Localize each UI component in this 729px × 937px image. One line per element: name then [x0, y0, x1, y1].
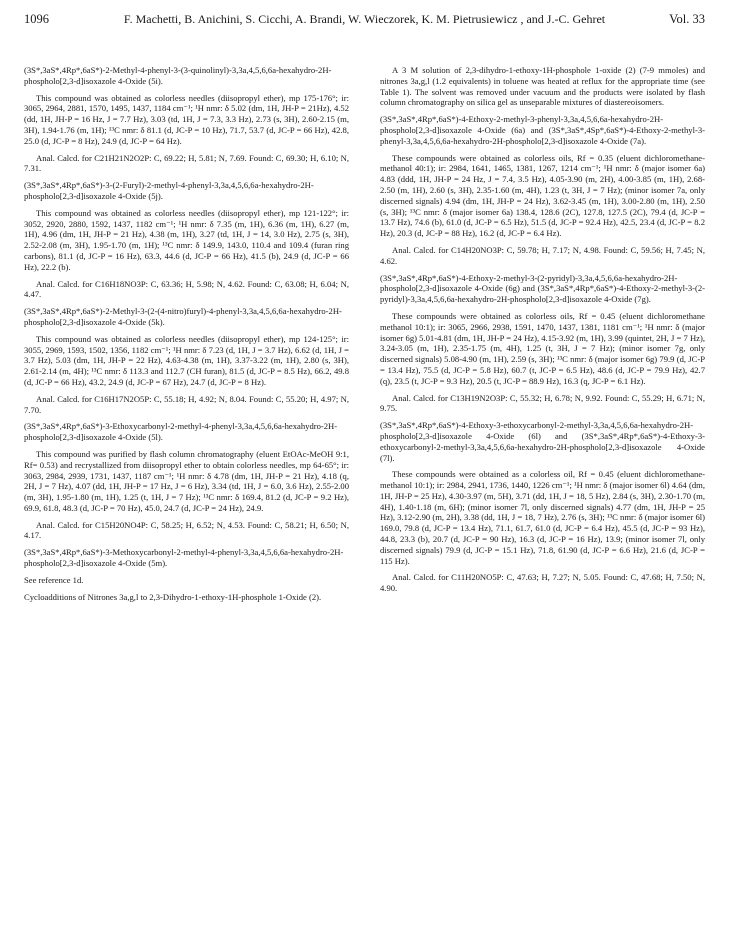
left-paragraph-title: (3S*,3aS*,4Rp*,6aS*)-3-Methoxycarbonyl-2-methyl-4-phenyl-3,3a,4,5,6,6a-hexahydro-2H-phospholo[2,3-d]isoxazole 4-Oxide (5m). [24, 547, 344, 569]
right-paragraph-title: (3S*,3aS*,4Rp*,6aS*)-4-Ethoxy-2-methyl-3-phenyl-3,3a,4,5,6,6a-hexahydro-2H-phospholo[2,3-d]isoxazole 4-Oxide (6a) and (3S*,3aS*,4Sp*,6aS*)-4-Ethoxy-2-methyl-3-phenyl-3,3a,4,5,6,6a-hexahydro-2H-phospholo[2,3-d]isoxazole 4-Oxide (7a). [380, 114, 705, 146]
page-header [24, 12, 705, 52]
right-paragraph-body: These compounds were obtained as colorless oils, Rf = 0.45 (eluent dichloromethane methanol 10:1); ir: 3065, 2966, 2938, 1591, 1470, 1437, 1381, 1181 cm⁻¹; ¹H nmr: δ (major isomer 6g) 5.01-4.81 (dm, 1H, JH-P = 24 Hz), 4.15-3.92 (m, 1H), 3.99 (quintet, 2H, J = 7 Hz), 3.24-3.05 (m, 1H), 2.35-1.75 (m, 4H), 1.25 (t, 3H, J = 7 Hz); (minor isomer 7g, only discerned signals) 5.08-4.90 (m, 1H), 2.59 (s, 3H); ¹³C nmr: δ (major isomer 6g) 79.9 (d, JC-P = 13.4 Hz), 75.5 (d, JC-P = 5.8 Hz), 60.7 (t, JC-P = 6.5 Hz), 48.6 (d, JC-P = 79.9 Hz), 42.7 (q), 23.5 (t, JC-P = 9.3 Hz), 20.5 (t, JC-P = 88.9 Hz), 16.3 (q, JC-P = 6.1 Hz). [380, 310, 705, 386]
left-paragraph-anal: Anal. Calcd. for C16H18NO3P: C, 63.36; H, 5.98; N, 4.62. Found: C, 63.08; H, 6.04; N, 4.47. [24, 278, 349, 300]
right-paragraph-title: (3S*,3aS*,4Rp*,6aS*)-4-Ethoxy-3-ethoxycarbonyl-2-methyl-3,3a,4,5,6,6a-hexahydro-2H-phospholo[2,3-d]isoxazole 4-Oxide (6l) and (3S*,3aS*,4Rp*,6aS*)-4-Ethoxy-3-ethoxycarbonyl-2-methyl-3,3a,4,5,6,6a-hexahydro-2H-phospholo[2,3-d]isoxazole 4-Oxide (7l). [380, 420, 705, 463]
running-authors: F. Machetti, B. Anichini, S. Cicchi, A. Brandi, W. Wieczorek, K. M. Pietrusiewicz , and J.-C. Gehret [123, 12, 606, 26]
right-paragraph-title: (3S*,3aS*,4Rp*,6aS*)-4-Ethoxy-2-methyl-3-(2-pyridyl)-3,3a,4,5,6,6a-hexahydro-2H-phospholo[2,3-d]isoxazole 4-Oxide (6g) and (3S*,3aS*,4Rp*,6aS*)-4-Ethoxy-2-methyl-3-(2-pyridyl)-3,3a,4,5,6,6a-hexahydro-2H-phospholo[2,3-d]isoxazole 4-Oxide (7g). [380, 272, 705, 305]
left-paragraph-plain: Cycloadditions of Nitrones 3a,g,l to 2,3-Dihydro-1-ethoxy-1H-phosphole 1-Oxide (2). [24, 591, 322, 602]
left-paragraph-body: This compound was obtained as colorless needles (diisopropyl ether), mp 121-122°; ir: 3052, 2920, 2880, 1592, 1437, 1182 cm⁻¹; ¹H nmr: δ 7.35 (m, 1H), 6.36 (m, 1H), 6.27 (m, 1H), 4.96 (dm, 1H, JH-P = 21 Hz), 4.38 (m, 1H), 3.27 (td, 1H, J = 14, 3.0 Hz), 2.75 (s, 3H), 2.52-2.08 (m, 3H), 1.95-1.70 (m, 1H); ¹³C nmr: δ 149.9, 143.0, 110.4 and 109.4 (furan ring carbons), 81.1 (d, JC-P = 16 Hz), 63.3, 44.6 (d, JC-P = 66 Hz), 41.5 (b), 24.9 (d, JC-P = 66 Hz), 22.2 (b). [24, 207, 349, 272]
right-paragraph-anal: Anal. Calcd. for C11H20NO5P: C, 47.63; H, 7.27; N, 5.05. Found: C, 47.68; H, 7.50; N, 4.90. [380, 572, 705, 594]
left-paragraph-anal: Anal. Calcd. for C16H17N2O5P: C, 55.18; H, 4.92; N, 8.04. Found: C, 55.20; H, 4.97; N, 7.70. [24, 393, 349, 415]
right-column [380, 65, 705, 600]
left-paragraph-anal: Anal. Calcd. for C21H21N2O2P: C, 69.22; H, 5.81; N, 7.69. Found: C, 69.30; H, 6.10; N, 7.31. [24, 152, 349, 174]
left-paragraph-body: This compound was obtained as colorless needles (diisopropyl ether), mp 175-176°; ir: 3065, 2964, 2881, 1570, 1495, 1437, 1184 cm⁻¹; ¹H nmr: δ 5.02 (dm, 1H, JH-P = 21Hz), 4.52 (dd, 1H, JH-P = 16 Hz, J = 7.7 Hz), 3.03 (td, 1H, J = 7.3, 3.3 Hz), 2.73 (s, 3H), 2.60-2.15 (m, 3H), 1.94-1.76 (m, 1H); ¹³C nmr: δ 81.1 (d, JC-P = 10 Hz), 71.7, 53.7 (d, JC-P = 66 Hz), 42.8, 25.0 (d, JC-P = 8 Hz), 24.9 (d, JC-P = 64 Hz). [24, 92, 349, 146]
left-paragraph-plain: See reference 1d. [24, 574, 84, 585]
left-paragraph-body: This compound was purified by flash column chromatography (eluent EtOAc-MeOH 9:1, Rf= 0.53) and recrystallized from diisopropyl ether to obtain colorless needles, mp 64-65°; ir: 3063, 2984, 2939, 1731, 1437, 1187 cm⁻¹; ¹H nmr: δ 4.78 (dm, 1H, JH-P = 21 Hz), 4.18 (q, 2H, J = 7 Hz), 4.07 (dd, 1H, JH-P = 17 Hz, J = 6 Hz), 3.34 (td, 1H, J = 6.0, 3.6 Hz), 2.55-2.00 (m, 3H), 1.95-1.80 (m, 1H), 1.25 (t, 1H, J = 7 Hz); ¹³C nmr: δ 169.4, 81.2 (d, JC-P = 9.2 Hz), 69.9, 61.8, 48.3 (d, JC-P = 70 Hz), 45.0, 24.7 (d, JC-P = 24 Hz), 24.9. [24, 448, 349, 513]
left-paragraph-title: (3S*,3aS*,4Rp*,6aS*)-3-Ethoxycarbonyl-2-methyl-4-phenyl-3,3a,4,5,6,6a-hexahydro-2H-phospholo[2,3-d]isoxazole 4-Oxide (5l). [24, 421, 338, 443]
right-paragraph-body: A 3 M solution of 2,3-dihydro-1-ethoxy-1H-phosphole 1-oxide (2) (7-9 mmoles) and nitrones 3a,g,l (1.2 equivalents) in toluene was heated at reflux for the appropriate time (see Table 1). The solvent was removed under vacuum and the products were isolated by flash column chromatography on silica gel as unseparable mixtures of diastereoisomers. [380, 65, 705, 108]
volume-label: Vol. 33 [669, 12, 705, 26]
left-column [24, 65, 349, 608]
right-paragraph-body: These compounds were obtained as colorless oils, Rf = 0.35 (eluent dichloromethane-methanol 40:1); ir: 2984, 1641, 1465, 1381, 1267, 1214 cm⁻¹; ¹H nmr: δ (major isomer 6a) 4.83 (ddd, 1H, JH-P = 24 Hz, J = 7.4, 3.5 Hz), 4.05-3.90 (m, 2H), 4.00-3.85 (m, 1H), 2.68-2.50 (m, 1H), 2.60 (s, 3H), 2.35-1.60 (m, 4H), 1.23 (t, 3H, J = 7 Hz); (minor isomer 7a, only discerned signals) 4.94 (dm, 1H, JH-P = 24 Hz), 3.62-3.45 (m, 1H), 3.00-2.80 (m, 1H), 2.50 (s, 3H); ¹³C nmr: δ (major isomer 6a) 138.4, 128.6 (2C), 127.8, 127.5 (2C), 79.4 (d, JC-P = 13.7 Hz), 74.6 (b), 61.0 (d, JC-P = 6.5 Hz), 51.5 (d, JC-P = 92.4 Hz), 42.5, 23.4 (d, JC-P = 8.2 Hz), 20.3 (d, JC-P = 88 Hz), 16.2 (d, JC-P = 6.4 Hz). [380, 152, 705, 239]
left-paragraph-body: This compound was obtained as colorless needles (diisopropyl ether), mp 124-125°; ir: 3055, 2969, 1593, 1502, 1356, 1182 cm⁻¹; ¹H nmr: δ 7.23 (d, 1H, J = 3.7 Hz), 6.62 (d, 1H, J = 3.7 Hz), 5.03 (dm, 1H, JH-P = 22 Hz), 4.63-4.38 (m, 1H), 3.37-3.22 (m, 1H), 2.80 (s, 3H), 2.61-2.14 (m, 4H); ¹³C nmr: δ 113.3 and 112.7 (CH furan), 81.5 (d, JC-P = 8.5 Hz), 66.2, 49.8 (d, JC-P = 66 Hz), 43.2, 24.9 (d, JC-P = 67 Hz), 24.7 (d, JC-P = 8 Hz). [24, 333, 349, 387]
right-paragraph-body: These compounds were obtained as a colorless oil, Rf = 0.45 (eluent dichloromethane-methanol 10:1); ir: 2984, 2941, 1736, 1440, 1226 cm⁻¹; ¹H nmr: δ (major isomer 6l) 4.64 (dm, 1H, JH-P = 25 Hz), 4.30-3.97 (m, 5H), 3.71 (dd, 1H, J = 18, 5 Hz), 2.84 (s, 3H), 2.30-1.70 (m, 4H), 1.40-1.18 (m, 6H); (minor isomer 7l, only discerned signals) 4.77 (dm, 1H, JH-P = 25 Hz), 3.12-2.90 (m, 2H), 3.38 (dd, 1H, J = 18, 7 Hz), 2.76 (s, 3H); ¹³C nmr: δ (major isomer 6l) 169.0, 79.8 (d, JC-P = 13.4 Hz), 71.1, 61.7, 61.0 (d, JC-P = 6.4 Hz), 45.5 (d, JC-P = 93 Hz), 44.8, 23.3 (b), 20.7 (d, JC-P = 90 Hz), 16.3 (d, JC-P = 16 Hz), 13.9; (minor isomer 7l, only discerned signals) 79.9 (d, JC-P = 15.1 Hz), 71.8, 61.90 (d, JC-P = 6.6 Hz), 21.6 (d, JC-P = 115 Hz). [380, 469, 705, 566]
right-paragraph-anal: Anal. Calcd. for C13H19N2O3P: C, 55.32; H, 6.78; N, 9.92. Found: C, 55.29; H, 6.71; N, 9.75. [380, 392, 705, 414]
left-paragraph-anal: Anal. Calcd. for C15H20NO4P: C, 58.25; H, 6.52; N, 4.53. Found: C, 58.21; H, 6.50; N, 4.17. [24, 519, 349, 541]
page-number: 1096 [24, 12, 49, 26]
right-paragraph-anal: Anal. Calcd. for C14H20NO3P: C, 59.78; H, 7.17; N, 4.98. Found: C, 59.56; H, 7.45; N, 4.62. [380, 244, 705, 266]
left-paragraph-title: (3S*,3aS*,4Rp*,6aS*)-3-(2-Furyl)-2-methyl-4-phenyl-3,3a,4,5,6,6a-hexahydro-2H-phospholo[2,3-d]isoxazole 4-Oxide (5j). [24, 180, 314, 201]
left-paragraph-title: (3S*,3aS*,4Rp*,6aS*)-2-Methyl-3-(2-(4-nitro)furyl)-4-phenyl-3,3a,4,5,6,6a-hexahydro-2H-phospholo[2,3-d]isoxazole 4-Oxide (5k). [24, 306, 342, 327]
left-paragraph-title: (3S*,3aS*,4Rp*,6aS*)-2-Methyl-4-phenyl-3-(3-quinolinyl)-3,3a,4,5,6,6a-hexahydro-2H-phospholo[2,3-d]isoxazole 4-Oxide (5i). [24, 65, 332, 86]
